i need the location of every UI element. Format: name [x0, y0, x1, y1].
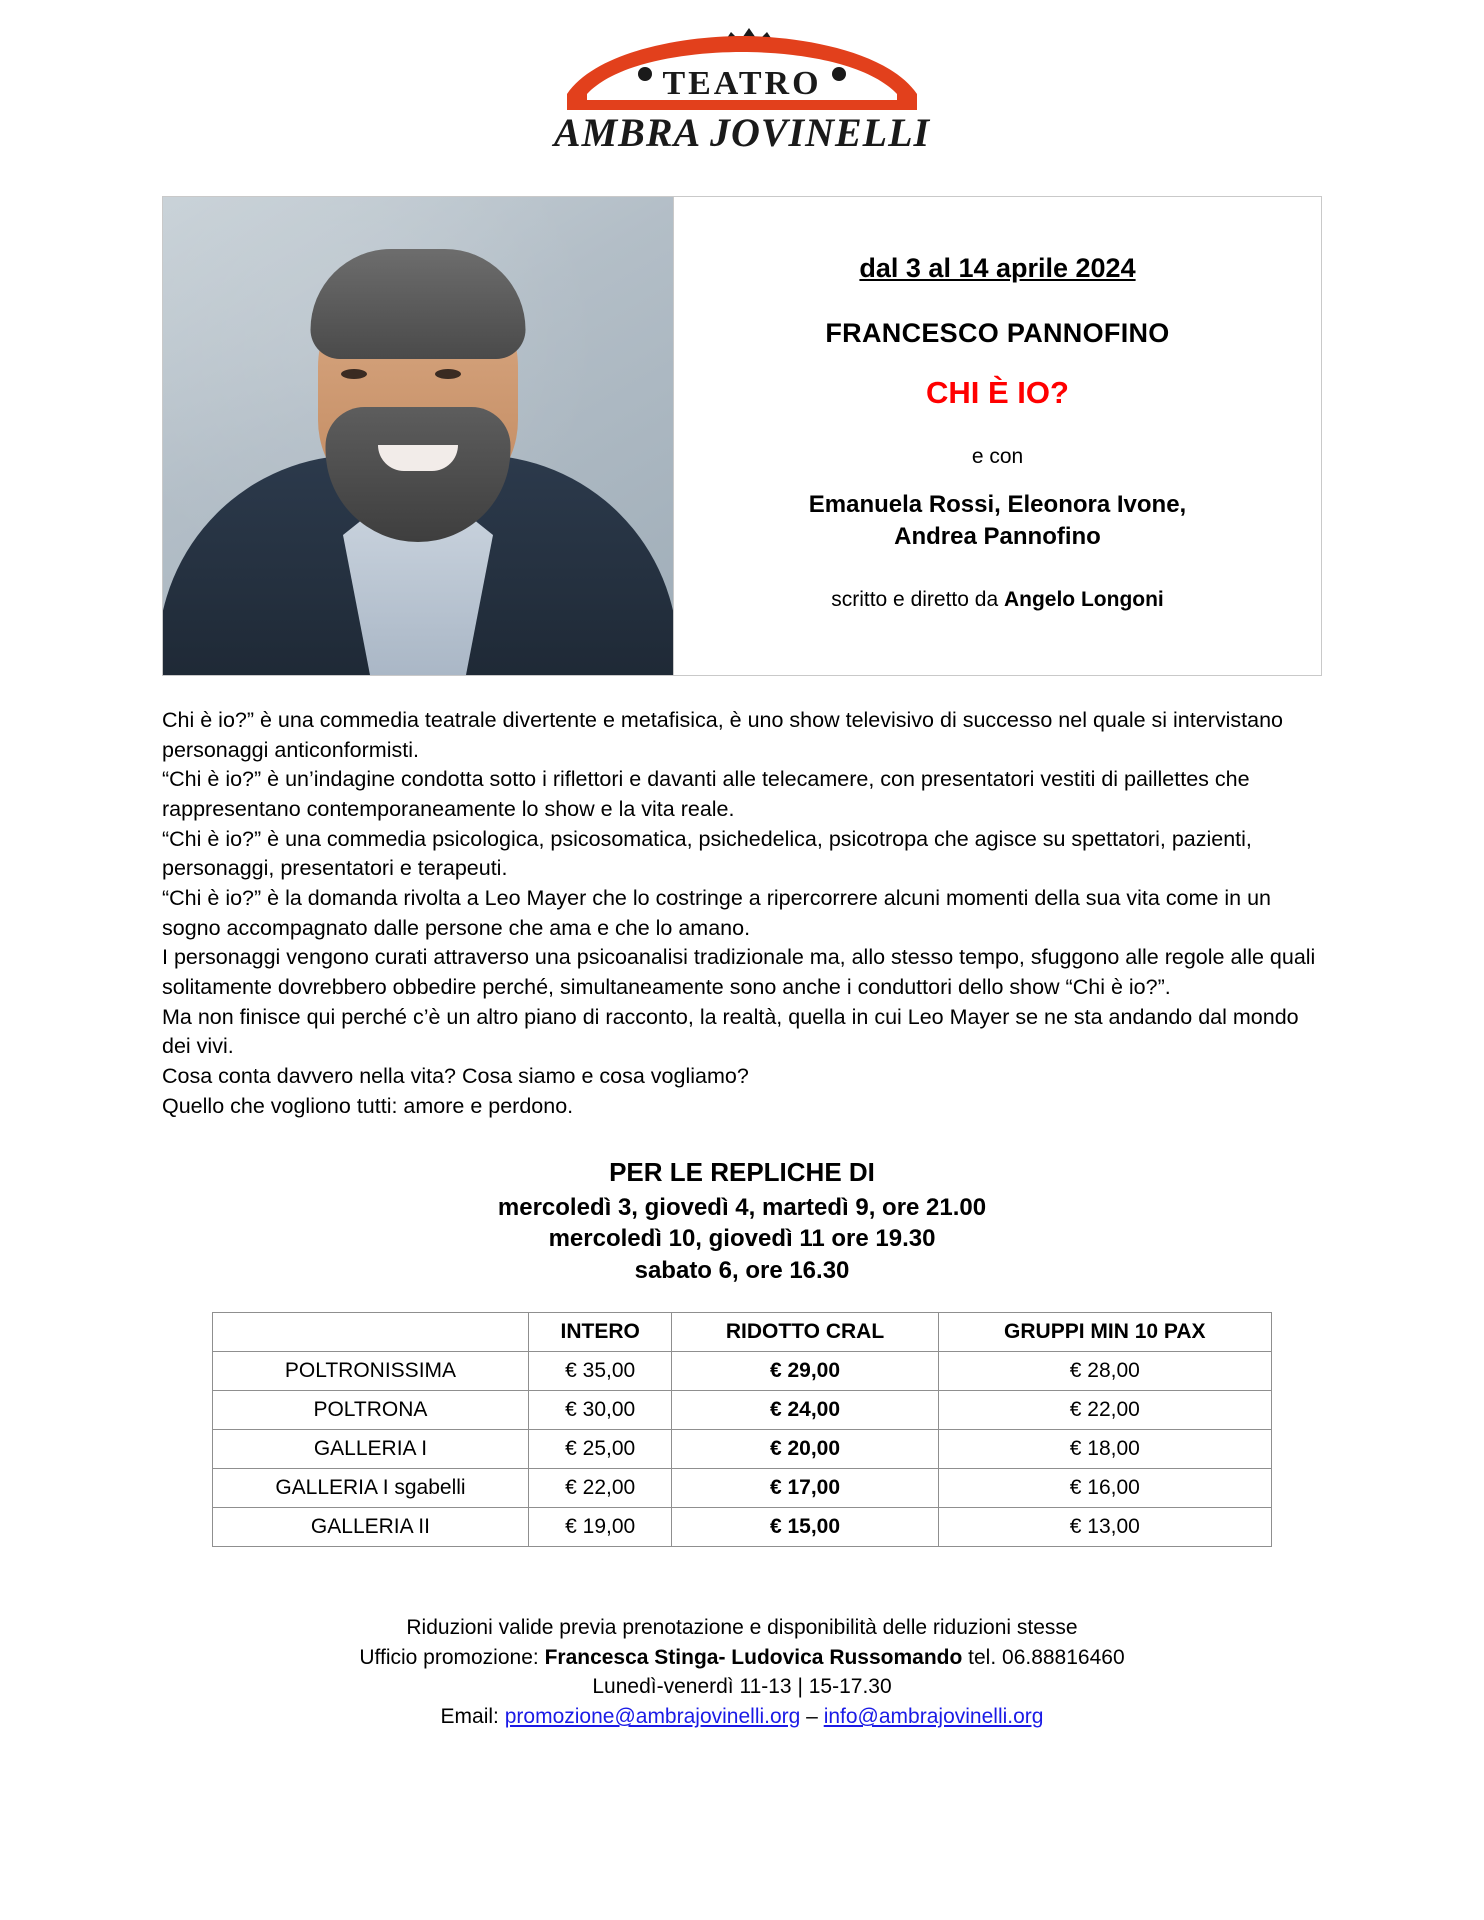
row-category: POLTRONA: [213, 1390, 529, 1429]
show-info: [674, 197, 1321, 675]
office-names: Francesca Stinga- Ludovica Russomando: [544, 1645, 963, 1669]
footer: [162, 1613, 1322, 1732]
cell-gruppi: € 16,00: [938, 1468, 1271, 1507]
cast-line-1: Emanuela Rossi, Eleonora Ivone,: [808, 491, 1187, 518]
cell-intero: € 35,00: [528, 1351, 672, 1390]
show-dates: dal 3 al 14 aprile 2024: [859, 253, 1136, 283]
cell-ridotto: € 20,00: [672, 1429, 938, 1468]
with-label: e con: [971, 445, 1024, 468]
svg-text:TEATRO: TEATRO: [662, 65, 822, 102]
author-prefix: scritto e diretto da: [831, 587, 1004, 611]
promotion-office-line: [162, 1643, 1322, 1673]
column-header-intero: INTERO: [528, 1312, 672, 1351]
synopsis-paragraph: I personaggi vengono curati attraverso una psicoanalisi tradizionale ma, allo stesso tempo, sfuggono alle regole alle quali solitamente dovrebbero obbedire perché, simultaneamente sono anche i conduttori dello show “Chi è io?”.: [162, 945, 1316, 999]
column-header-gruppi: GRUPPI MIN 10 PAX: [938, 1312, 1271, 1351]
show-header-box: [162, 196, 1322, 676]
email-line: [162, 1702, 1322, 1732]
table-row: [213, 1507, 1272, 1546]
email-link-info[interactable]: info@ambrajovinelli.org: [823, 1705, 1044, 1729]
replays-line: mercoledì 3, giovedì 4, martedì 9, ore 21.00: [497, 1194, 987, 1222]
cell-gruppi: € 13,00: [938, 1507, 1271, 1546]
synopsis-paragraph: Ma non finisce qui perché c’è un altro piano di racconto, la realtà, quella in cui Leo Mayer se ne sta andando dal mondo dei vivi.: [162, 1004, 1299, 1059]
cast-list: [714, 489, 1281, 554]
cell-intero: € 22,00: [528, 1468, 672, 1507]
cast-line-2: Andrea Pannofino: [894, 523, 1101, 551]
cell-intero: € 25,00: [528, 1429, 672, 1468]
lead-performer: FRANCESCO PANNOFINO: [825, 318, 1170, 348]
theatre-logo: [0, 0, 1484, 172]
svg-text:AMBRA JOVINELLI: AMBRA JOVINELLI: [553, 110, 931, 155]
synopsis-paragraph: “Chi è io?” è una commedia psicologica, psicosomatica, psichedelica, psicotropa che agisce su spettatori, pazienti, personaggi, presentatori e terapeuti.: [162, 826, 1252, 881]
synopsis-paragraph: “Chi è io?” è la domanda rivolta a Leo Mayer che lo costringe a ripercorrere alcuni momenti della sua vita come in un sogno accompagnato dalle persone che ama e che lo amano.: [162, 885, 1271, 940]
synopsis-paragraph: Quello che vogliono tutti: amore e perdono.: [162, 1093, 574, 1118]
table-row: [213, 1390, 1272, 1429]
cell-intero: € 30,00: [528, 1390, 672, 1429]
table-row: [213, 1429, 1272, 1468]
price-table: [212, 1312, 1272, 1547]
table-row: [213, 1351, 1272, 1390]
synopsis-paragraph: “Chi è io?” è un’indagine condotta sotto i riflettori e davanti alle telecamere, con presentatori vestiti di paillettes che rappresentano contemporaneamente lo show e la vita reale.: [162, 767, 1250, 821]
column-header-category: [213, 1312, 529, 1351]
author-name: Angelo Longoni: [1003, 587, 1164, 611]
email-separator: –: [800, 1705, 824, 1729]
cell-gruppi: € 28,00: [938, 1351, 1271, 1390]
row-category: GALLERIA I: [213, 1429, 529, 1468]
row-category: GALLERIA II: [213, 1507, 529, 1546]
replays-section: [162, 1157, 1322, 1286]
email-label: Email:: [440, 1705, 505, 1729]
synopsis-paragraph: Cosa conta davvero nella vita? Cosa siamo e cosa vogliamo?: [162, 1063, 749, 1088]
cell-gruppi: € 22,00: [938, 1390, 1271, 1429]
office-phone: tel. 06.88816460: [962, 1645, 1125, 1669]
replays-line: sabato 6, ore 16.30: [634, 1256, 850, 1284]
cell-ridotto: € 24,00: [672, 1390, 938, 1429]
table-row: [213, 1468, 1272, 1507]
cell-ridotto: € 29,00: [672, 1351, 938, 1390]
row-category: POLTRONISSIMA: [213, 1351, 529, 1390]
replays-title: PER LE REPLICHE DI: [609, 1157, 875, 1188]
cell-gruppi: € 18,00: [938, 1429, 1271, 1468]
cell-ridotto: € 17,00: [672, 1468, 938, 1507]
office-label: Ufficio promozione:: [359, 1645, 545, 1669]
author-credit: [714, 588, 1281, 612]
row-category: GALLERIA I sgabelli: [213, 1468, 529, 1507]
office-hours: Lunedì-venerdì 11-13 | 15-17.30: [592, 1675, 892, 1699]
email-link-promozione[interactable]: promozione@ambrajovinelli.org: [504, 1705, 801, 1729]
performer-photo: [163, 197, 674, 675]
replays-line: mercoledì 10, giovedì 11 ore 19.30: [548, 1225, 936, 1253]
synopsis: [162, 706, 1322, 1121]
column-header-ridotto: RIDOTTO CRAL: [672, 1312, 938, 1351]
show-title: CHI È IO?: [926, 375, 1069, 410]
cell-intero: € 19,00: [528, 1507, 672, 1546]
reductions-note: Riduzioni valide previa prenotazione e disponibilità delle riduzioni stesse: [406, 1615, 1078, 1639]
table-header-row: [213, 1312, 1272, 1351]
cell-ridotto: € 15,00: [672, 1507, 938, 1546]
synopsis-paragraph: Chi è io?” è una commedia teatrale divertente e metafisica, è uno show televisivo di successo nel quale si intervistano personaggi anticonformisti.: [162, 708, 1283, 762]
